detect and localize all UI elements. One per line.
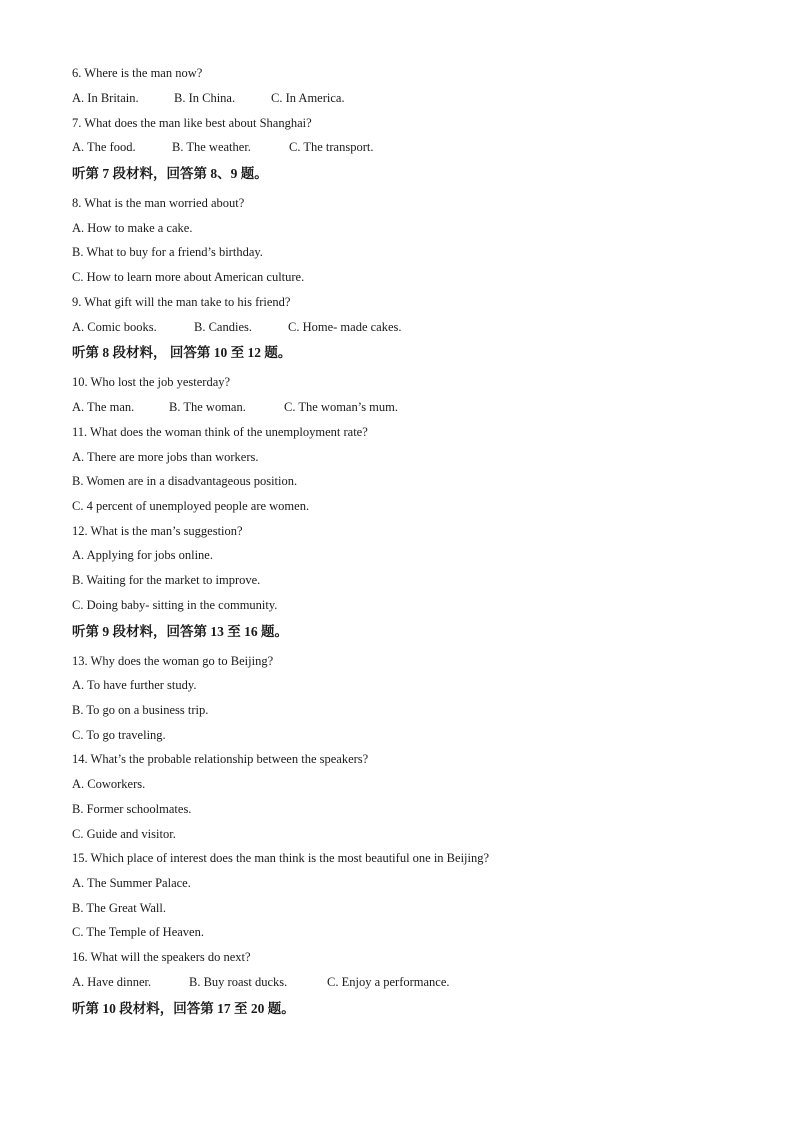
q12-option-c: C. Doing baby- sitting in the community. xyxy=(72,598,278,612)
section-heading-9: 听第 9 段材料，回答第 13 至 16 题。 xyxy=(72,624,288,639)
q15-option-b: B. The Great Wall. xyxy=(72,901,166,915)
q7-options xyxy=(72,139,373,155)
q10-options xyxy=(72,399,398,415)
q6-options xyxy=(72,90,345,106)
option-a: A. Comic books. xyxy=(72,320,157,334)
option-c: C. The woman’s mum. xyxy=(284,400,399,414)
option-c: C. Enjoy a performance. xyxy=(327,975,450,989)
q12-option-a: A. Applying for jobs online. xyxy=(72,548,213,562)
q9-text: 9. What gift will the man take to his friend? xyxy=(72,295,291,309)
q13-text: 13. Why does the woman go to Beijing? xyxy=(72,654,274,668)
option-c: C. In America. xyxy=(271,91,345,105)
q13-option-a: A. To have further study. xyxy=(72,678,197,692)
q13-option-c: C. To go traveling. xyxy=(72,728,166,742)
option-b: B. In China. xyxy=(174,91,236,105)
q11-option-b: B. Women are in a disadvantageous position. xyxy=(72,474,298,488)
q15-text: 15. Which place of interest does the man think is the most beautiful one in Beijing? xyxy=(72,851,490,865)
q7-text: 7. What does the man like best about Shanghai? xyxy=(72,116,312,130)
option-b: B. Candies. xyxy=(194,320,252,334)
q14-option-b: B. Former schoolmates. xyxy=(72,802,192,816)
q8-option-a: A. How to make a cake. xyxy=(72,221,193,235)
section-heading-7: 听第 7 段材料，回答第 8、9 题。 xyxy=(72,166,268,181)
q12-option-b: B. Waiting for the market to improve. xyxy=(72,573,261,587)
q11-text: 11. What does the woman think of the unemployment rate? xyxy=(72,425,368,439)
q11-option-c: C. 4 percent of unemployed people are women. xyxy=(72,499,310,513)
q11-option-a: A. There are more jobs than workers. xyxy=(72,450,259,464)
q15-option-c: C. The Temple of Heaven. xyxy=(72,925,204,939)
q12-text: 12. What is the man’s suggestion? xyxy=(72,524,243,538)
option-a: A. In Britain. xyxy=(72,91,139,105)
q15-option-a: A. The Summer Palace. xyxy=(72,876,191,890)
option-a: A. The food. xyxy=(72,140,136,154)
section-heading-8: 听第 8 段材料， 回答第 10 至 12 题。 xyxy=(72,345,292,360)
option-c: C. The transport. xyxy=(289,140,374,154)
option-a: A. The man. xyxy=(72,400,135,414)
option-b: B. Buy roast ducks. xyxy=(189,975,288,989)
option-b: B. The weather. xyxy=(172,140,251,154)
q6-text: 6. Where is the man now? xyxy=(72,66,203,80)
q9-options xyxy=(72,319,402,335)
section-heading-10: 听第 10 段材料，回答第 17 至 20 题。 xyxy=(72,1001,295,1016)
q8-option-b: B. What to buy for a friend’s birthday. xyxy=(72,245,263,259)
q16-options xyxy=(72,974,450,990)
q14-option-a: A. Coworkers. xyxy=(72,777,146,791)
option-c: C. Home- made cakes. xyxy=(288,320,402,334)
q8-text: 8. What is the man worried about? xyxy=(72,196,245,210)
option-b: B. The woman. xyxy=(169,400,246,414)
q10-text: 10. Who lost the job yesterday? xyxy=(72,375,231,389)
option-a: A. Have dinner. xyxy=(72,975,152,989)
q14-option-c: C. Guide and visitor. xyxy=(72,827,176,841)
q16-text: 16. What will the speakers do next? xyxy=(72,950,251,964)
q8-option-c: C. How to learn more about American culture. xyxy=(72,270,305,284)
q14-text: 14. What’s the probable relationship between the speakers? xyxy=(72,752,369,766)
q13-option-b: B. To go on a business trip. xyxy=(72,703,209,717)
